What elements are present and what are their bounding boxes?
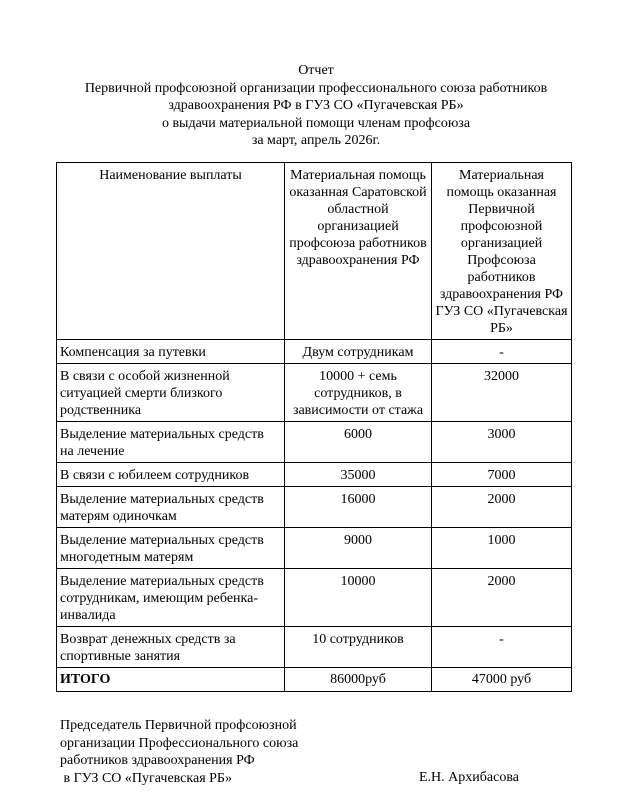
signature-block	[60, 717, 600, 787]
row-primary-value: 1000	[432, 528, 572, 569]
report-subject: о выдачи материальной помощи членам профсоюза	[161, 115, 471, 131]
signer-name: Е.Н. Архибасова	[419, 770, 519, 785]
table-row	[57, 569, 572, 627]
row-regional-value: 10000	[285, 569, 432, 627]
row-primary-value: -	[432, 627, 572, 668]
table-total-row	[57, 668, 572, 692]
total-regional-value: 86000руб	[285, 668, 432, 692]
total-label: ИТОГО	[57, 668, 285, 692]
row-regional-value: Двум сотрудникам	[285, 340, 432, 364]
row-payment-name: Выделение материальных средств многодетным матерям	[57, 528, 285, 569]
row-primary-value: 2000	[432, 569, 572, 627]
row-payment-name: Выделение материальных средств сотрудникам, имеющим ребенка-инвалида	[57, 569, 285, 627]
row-regional-value: 16000	[285, 487, 432, 528]
row-regional-value: 35000	[285, 463, 432, 487]
row-regional-value: 6000	[285, 422, 432, 463]
table-row	[57, 364, 572, 422]
row-primary-value: -	[432, 340, 572, 364]
table-row	[57, 487, 572, 528]
row-primary-value: 7000	[432, 463, 572, 487]
row-payment-name: Выделение материальных средств матерям одиночкам	[57, 487, 285, 528]
column-header-regional-aid: Материальная помощь оказанная Саратовской областной организацией профсоюза работников здравоохранения РФ	[285, 163, 432, 340]
row-regional-value: 10000 + семь сотрудников, в зависимости от стажа	[285, 364, 432, 422]
report-title: Отчет	[298, 63, 334, 78]
table-row	[57, 463, 572, 487]
table-row	[57, 340, 572, 364]
row-regional-value: 10 сотрудников	[285, 627, 432, 668]
row-payment-name: Компенсация за путевки	[57, 340, 285, 364]
report-header	[0, 62, 632, 150]
row-payment-name: В связи с особой жизненной ситуацией смерти близкого родственника	[57, 364, 285, 422]
report-org-line-1: Первичной профсоюзной организации профессионального союза работников	[84, 80, 548, 96]
table-row	[57, 422, 572, 463]
report-org-line-2: здравоохранения РФ в ГУЗ СО «Пугачевская РБ»	[168, 98, 464, 113]
row-primary-value: 2000	[432, 487, 572, 528]
payments-table	[56, 162, 572, 692]
table-header-row	[57, 163, 572, 340]
report-period: за март, апрель 2026г.	[251, 133, 381, 148]
signature-title-line-3: работников здравоохранения РФ	[60, 753, 255, 768]
row-payment-name: В связи с юбилеем сотрудников	[57, 463, 285, 487]
row-primary-value: 3000	[432, 422, 572, 463]
signature-title-line-4: в ГУЗ СО «Пугачевская РБ»	[60, 770, 232, 786]
row-payment-name: Возврат денежных средств за спортивные занятия	[57, 627, 285, 668]
signature-title-line-1: Председатель Первичной профсоюзной	[60, 718, 297, 733]
row-payment-name: Выделение материальных средств на лечение	[57, 422, 285, 463]
column-header-payment-name: Наименование выплаты	[57, 163, 285, 340]
table-row	[57, 627, 572, 668]
signature-title-line-2: организации Профессионального союза	[60, 735, 299, 751]
total-primary-value: 47000 руб	[432, 668, 572, 692]
table-row	[57, 528, 572, 569]
column-header-primary-aid: Материальная помощь оказанная Первичной профсоюзной организацией Профсоюза работников здравоохранения РФ ГУЗ СО «Пугачевская РБ»	[432, 163, 572, 340]
row-primary-value: 32000	[432, 364, 572, 422]
row-regional-value: 9000	[285, 528, 432, 569]
